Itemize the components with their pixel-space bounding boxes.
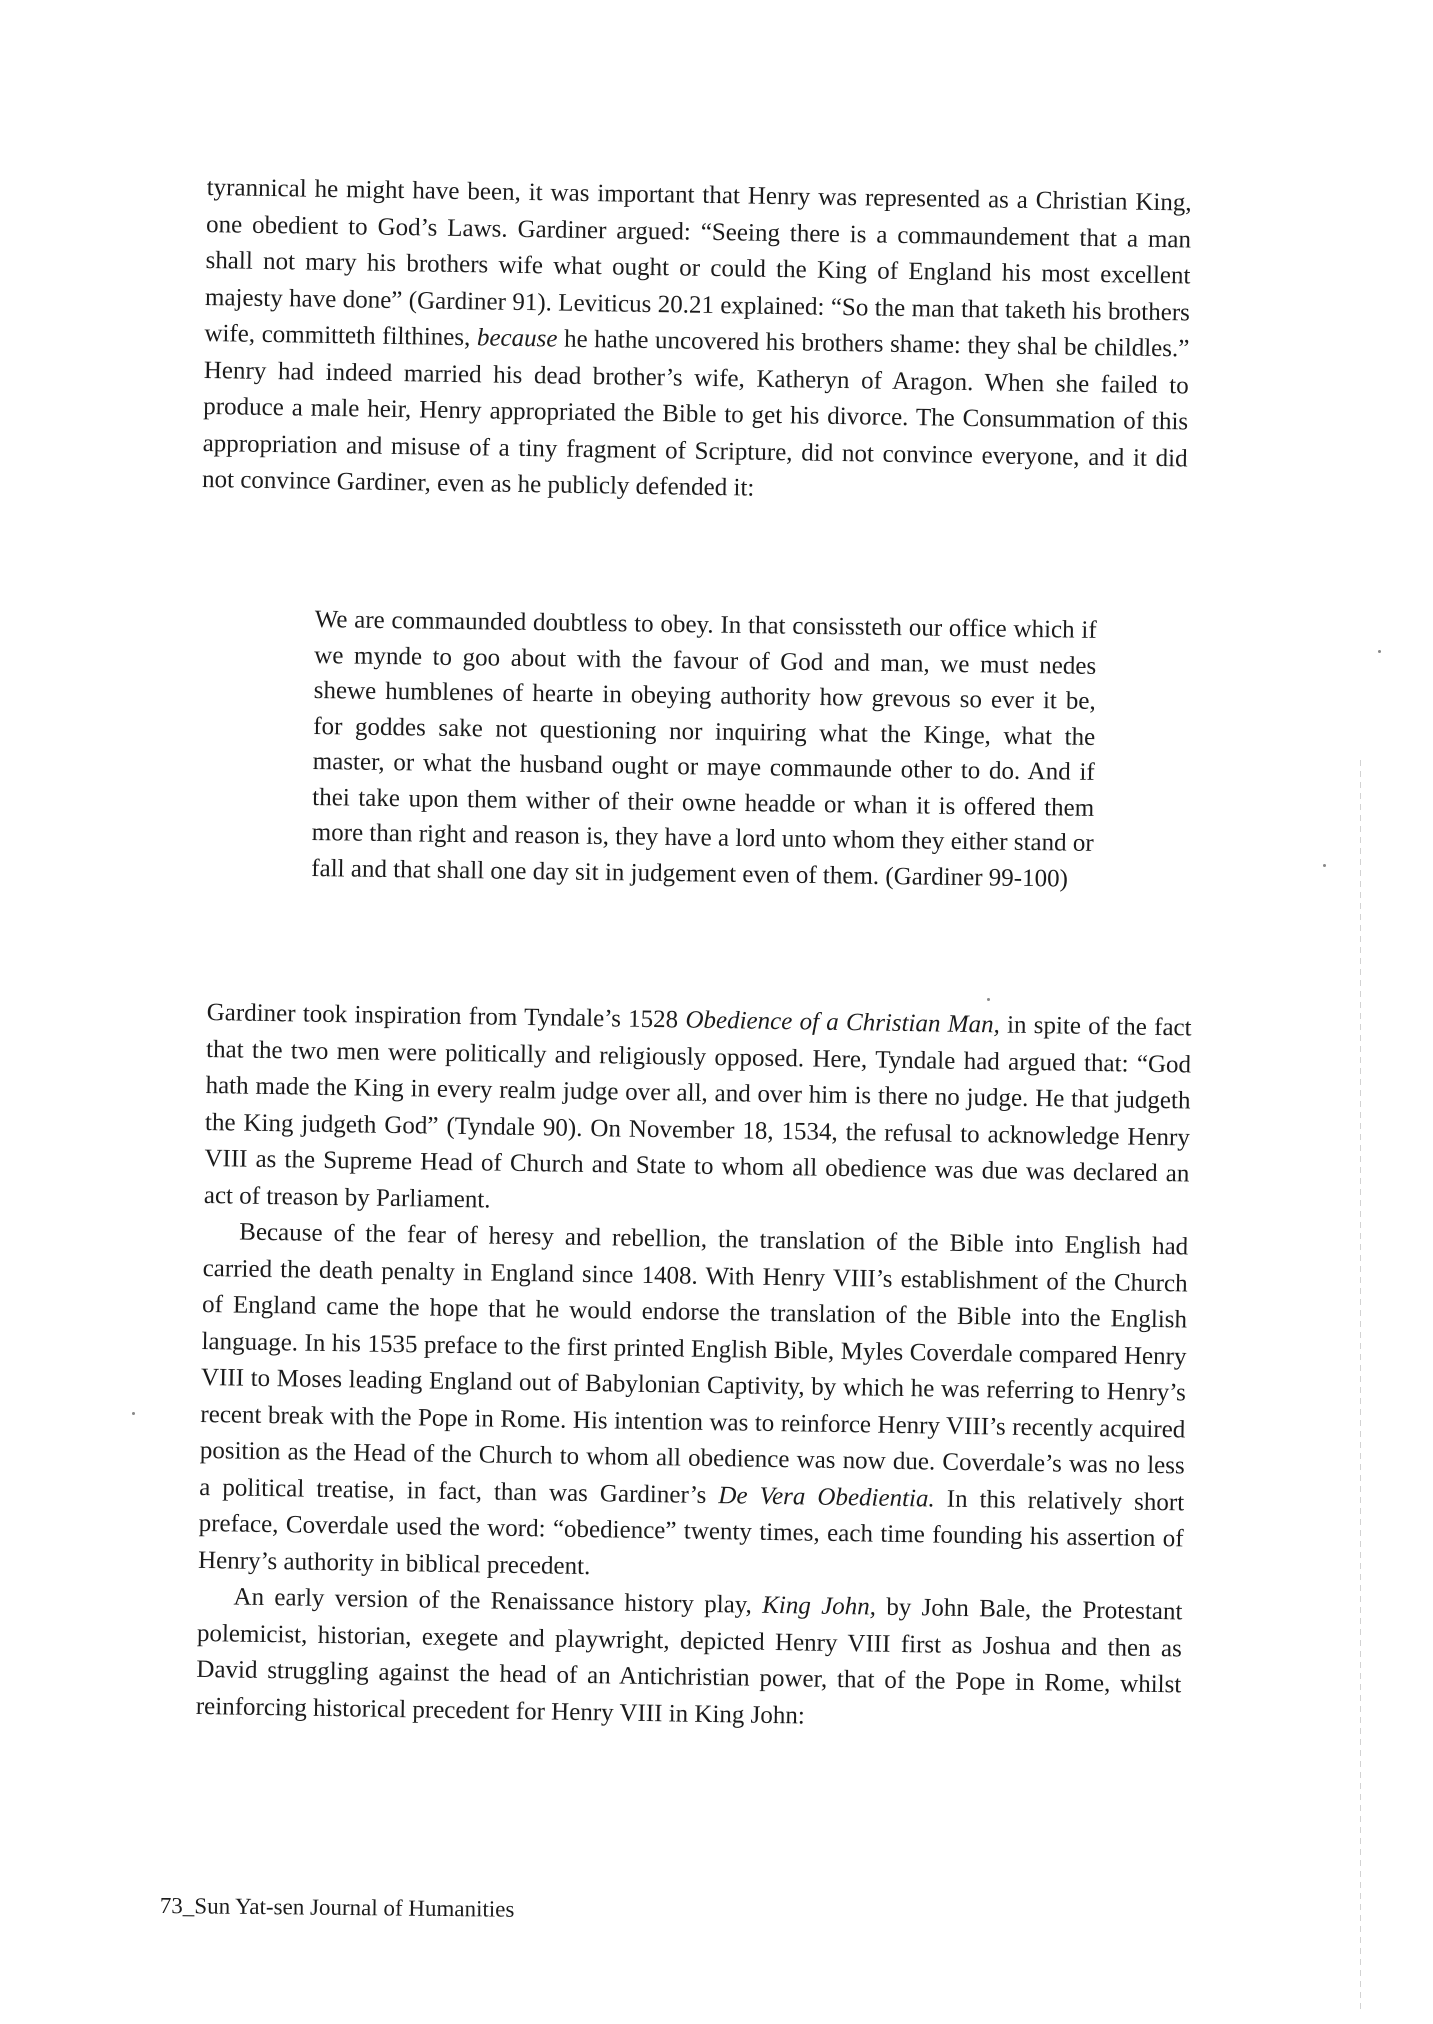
scan-speck bbox=[1323, 864, 1326, 867]
scan-speck bbox=[1378, 650, 1381, 653]
paragraph-text bbox=[202, 170, 1192, 514]
page-footer: 73_Sun Yat-sen Journal of Humanities bbox=[159, 1893, 515, 1922]
paragraph-2 bbox=[204, 995, 1192, 1229]
italic-text: Obedience of a Christian Man, bbox=[685, 1006, 1001, 1039]
text-run: In this relatively short preface, Coverdale used the word: “obedience” twenty times, each time founding his assertion of Henry’s authority in biblical precedent. bbox=[197, 1484, 1185, 1580]
italic-text: because bbox=[476, 324, 558, 353]
italic-text: King John, bbox=[762, 1591, 877, 1621]
block-quote bbox=[311, 602, 1097, 897]
paragraph-1 bbox=[202, 170, 1192, 514]
block-quote-text: We are commaunded doubtless to obey. In that consissteth our office which if we mynde to goo about with the favour of God and man, we must nedes shewe humblenes of hearte in obeying authority how grevous so ever it be, for goddes sake not questioning nor inquiring what the Kinge, what the master, or what the husband ought or maye commaunde other to do. And if thei take upon them wither of their owne headde or whan it is offered them more than right and reason is, they have a lord unto whom they either stand or fall and that shall one day sit in judgement even of them. (Gardiner 99-100) bbox=[311, 605, 1097, 893]
text-run: in spite of the fact that the two men were politically and religiously opposed. Here, Tyndale had argued that: “God hath made the King in every realm judge over all, and over him is there no judge. He that judgeth the King judgeth God” (Tyndale 90). On November 18, 1534, the refusal to acknowledge Henry VIII as the Supreme Head of Church and State to whom all obedience was due was declared an act of treason by Parliament. bbox=[203, 1011, 1192, 1213]
paragraph-3 bbox=[198, 1214, 1189, 1594]
text-run: Gardiner took inspiration from Tyndale’s 1528 bbox=[206, 998, 686, 1034]
text-run: Because of the fear of heresy and rebellion, the translation of the Bible into English had carried the death penalty in England since 1408. With Henry VIII’s establishment of the Church of England came the hope that he would endorse the translation of the Bible into the English language. In his 1535 preface to the first printed English Bible, Myles Coverdale compared Henry VIII to Moses leading England out of Babylonian Captivity, by which he was referring to Henry’s recent break with the Pope in Rome. His intention was to reinforce Henry VIII’s recently acquired position as the Head of the Church to whom all obedience was now due. Coverdale’s was no less a political treatise, in fact, than was Gardiner’s bbox=[199, 1218, 1189, 1509]
body-section-lower bbox=[196, 995, 1192, 1740]
text-run: he hathe uncovered his brothers shame: they shal be childles.” Henry had indeed married his dead brother’s wife, Katheryn of Aragon. When she failed to produce a male heir, Henry appropriated the Bible to get his divorce. The Consummation of this appropriation and misuse of a tiny fragment of Scripture, did not convince everyone, and it did not convince Gardiner, even as he publicly defended it: bbox=[201, 325, 1190, 502]
text-run: by John Bale, the Protestant polemicist, historian, exegete and playwright, depicted Henry VIII first as Joshua and then as David struggling against the head of an Antichristian power, that of the Pope in Rome, whilst reinforcing historical precedent for Henry VIII in King John: bbox=[195, 1593, 1183, 1729]
text-run: tyrannical he might have been, it was important that Henry was represented as a Christian King, one obedient to God’s Laws. Gardiner argued: “Seeing there is a commaundement that a man shall not mary his brothers wife what ought or could the King of England his most excellent majesty have done” (Gardiner 91). Leviticus 20.21 explained: “So the man that taketh his brothers wife, committeth filthines, bbox=[204, 173, 1192, 352]
text-run: An early version of the Renaissance history play, bbox=[233, 1583, 763, 1619]
paragraph-4 bbox=[196, 1579, 1183, 1740]
italic-text: De Vera Obedientia. bbox=[718, 1481, 935, 1512]
scan-speck bbox=[987, 998, 990, 1001]
scan-edge-line bbox=[1360, 760, 1361, 2010]
scan-speck bbox=[132, 1412, 135, 1415]
